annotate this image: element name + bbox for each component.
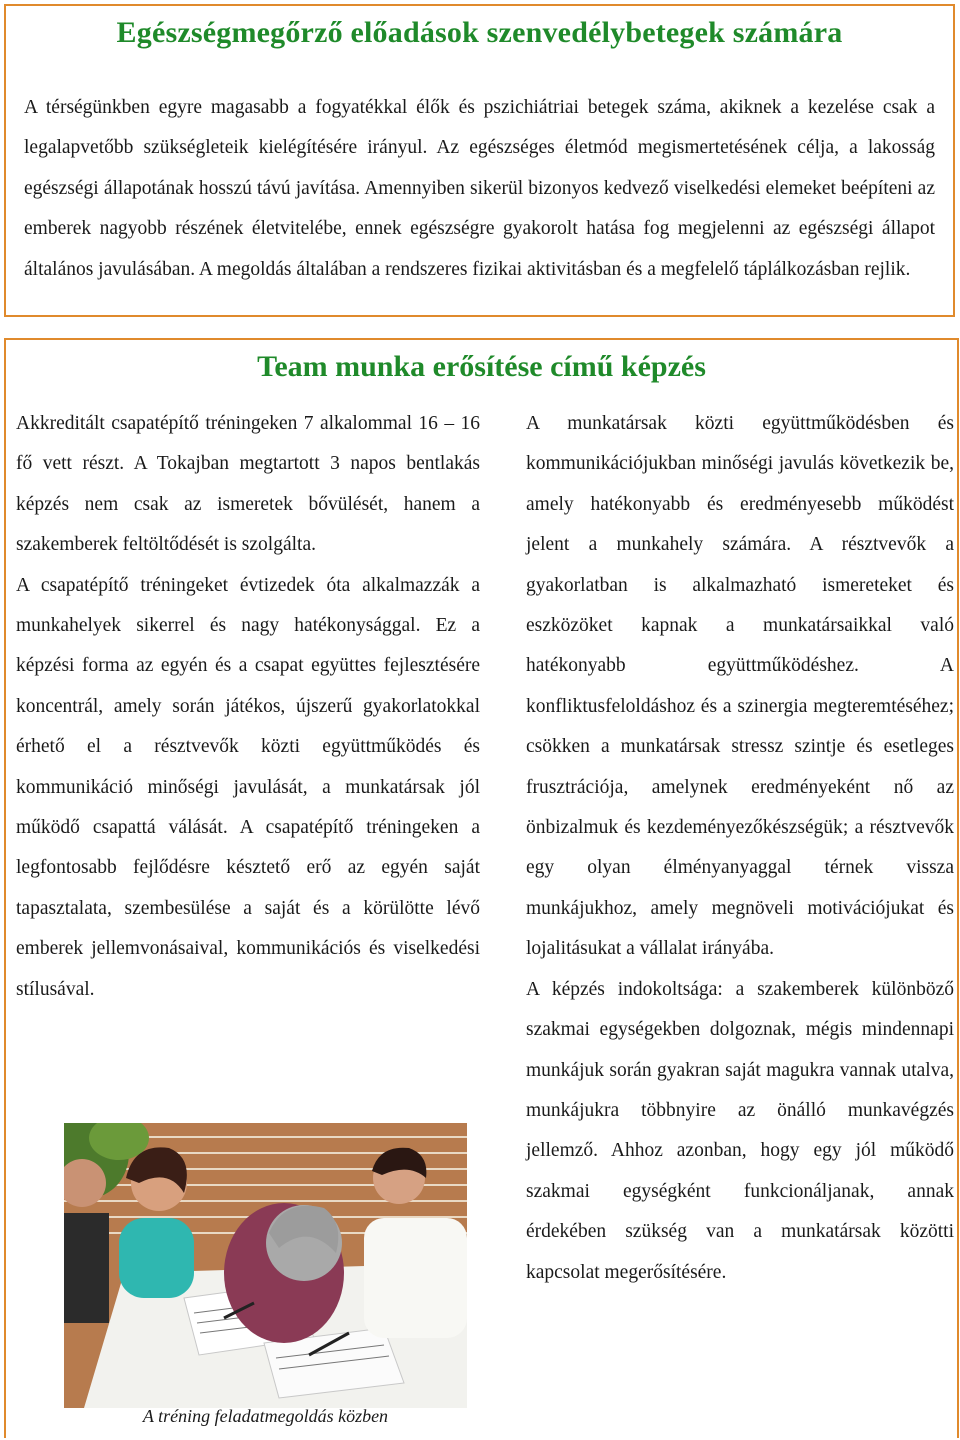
training-photo	[64, 1123, 467, 1408]
photo-illustration	[64, 1123, 467, 1408]
paragraph: Akkreditált csapatépítő tréningeken 7 alkalommal 16 – 16 fő vett részt. A Tokajban megtartott 3 napos bentlakás képzés nem csak az ismeretek bővülését, hanem a szakemberek feltöltődését is szolgálta.	[16, 413, 480, 556]
left-column	[16, 404, 480, 1010]
section-health-talks	[4, 4, 955, 317]
section-title: Team munka erősítése című képzés	[257, 350, 706, 383]
paragraph: A csapatépítő tréningeket évtizedek óta alkalmazzák a munkahelyek sikerrel és nagy hatékonysággal. Ez a képzési forma az egyén és a csapat együttes fejlesztésére koncentrál, amely során játékos, újszerű gyakorlatokkal érhető el a résztvevők közti együttműködés és kommunikáció minőségi javulását, a munkatársak jól működő csapattá válását. A csapatépítő tréningeken a legfontosabb fejlődésre késztető erő az egyén saját tapasztalata, szembesülése a saját és a körülötte lévő emberek jellemvonásaival, kommunikációs és viselkedési stílusával.	[16, 574, 480, 1000]
section-team-training	[4, 338, 959, 1438]
section-title: Egészségmegőrző előadások szenvedélybetegek számára	[116, 16, 843, 49]
paragraph: A munkatársak közti együttműködésben és kommunikációjukban minőségi javulás következik be, amely hatékonyabb és eredményesebb működést jelent a munkahely számára. A résztvevők a gyakorlatban is alkalmazható ismereteket és eszközöket kapnak a munkatársaikkal való hatékonyabb együttműködéshez. A konfliktusfeloldáshoz és a szinergia megteremtéséhez; csökken a munkatársak stressz szintje és esetleges frusztrációja, amelynek eredményeként nő az önbizalmuk és kezdeményezőkészségük; a résztvevők egy olyan élményanyaggal térnek vissza munkájukhoz, amely megnöveli motivációjukat és lojalitásukat a vállalat irányába.	[526, 413, 954, 960]
right-column	[526, 404, 954, 1293]
photo-caption: A tréning feladatmegoldás közben	[142, 1406, 389, 1426]
paragraph: A képzés indokoltsága: a szakemberek különböző szakmai egységekben dolgoznak, mégis mindennapi munkájuk során gyakran saját magukra vannak utalva, munkájukra többnyire az önálló munkavégzés jellemző. Ahhoz azonban, hogy egy jól működő szakmai egységként funkcionáljanak, annak érdekében szükség van a munkatársak közötti kapcsolat megerősítésére.	[526, 978, 954, 1283]
section-paragraph: A térségünkben egyre magasabb a fogyatékkal élők és pszichiátriai betegek száma, akiknek a kezelése csak a legalapvetőbb szükségleteik kielégítésére irányul. Az egészséges életmód megismertetésének célja, a lakosság egészségi állapotának hosszú távú javítása. Amennyiben sikerül bizonyos kedvező viselkedési elemeket beépíteni az emberek nagyobb részének életvitelébe, ennek egészségre gyakorolt hatása fog megjelenni az egészségi állapot általános javulásában. A megoldás általában a rendszeres fizikai aktivitásban és a megfelelő táplálkozásban rejlik.	[24, 96, 935, 280]
